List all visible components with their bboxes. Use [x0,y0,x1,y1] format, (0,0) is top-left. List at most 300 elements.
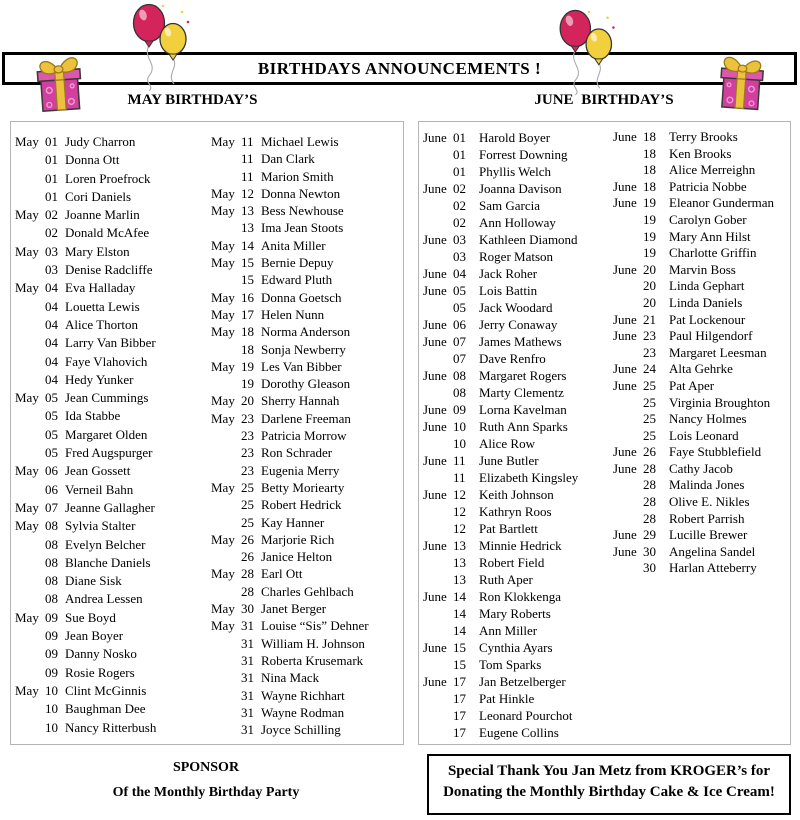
birthday-name: Jack Roher [479,266,538,281]
birthday-row [423,367,609,384]
birthday-day: 12 [453,487,466,502]
birthday-name: Joanne Marlin [65,207,140,223]
birthday-month [211,375,241,392]
birthday-month [15,590,45,608]
birthday-day: 07 [453,334,466,349]
birthday-name: Jeanne Gallagher [65,499,155,515]
birthday-name: Pat Aper [669,377,715,393]
birthday-row [423,656,609,673]
thank-you-line-2: Donating the Monthly Birthday Cake & Ice Cream! [443,783,775,800]
birthday-month [423,656,453,673]
birthday-row [211,306,399,323]
birthday-month [15,371,45,389]
birthday-day: 04 [45,335,58,351]
birthday-month [15,188,45,206]
birthday-day: 23 [643,344,656,360]
birthday-name: Dave Renfro [479,351,546,366]
birthday-day: 25 [643,411,656,427]
birthday-month [423,554,453,571]
birthday-day: 25 [643,377,656,393]
birthday-day: 21 [643,311,656,327]
birthday-row [613,560,787,577]
birthday-day: 08 [45,573,58,589]
banner [2,52,797,85]
birthday-name: Anita Miller [261,237,326,253]
birthday-name: William H. Johnson [261,635,365,651]
birthday-name: Dorothy Gleason [261,376,351,392]
birthday-row [211,565,399,582]
birthday-month [15,261,45,279]
birthday-row [15,279,203,297]
birthday-month [211,687,241,704]
birthday-name: Phyllis Welch [479,164,552,179]
birthday-month: May [15,207,39,223]
birthday-row [15,206,203,224]
birthday-day: 20 [643,294,656,310]
birthday-month [15,224,45,242]
birthday-row [15,590,203,608]
birthday-day: 18 [643,178,656,194]
birthday-row [15,536,203,554]
birthday-row [423,197,609,214]
sponsor-title: SPONSOR [172,760,240,775]
birthday-day: 19 [643,211,656,227]
birthday-day: 01 [45,134,58,149]
birthday-name: Janice Helton [261,549,333,565]
birthday-name: Lucille Brewer [669,527,748,543]
birthday-month: May [211,358,235,374]
birthday-row [613,511,787,528]
birthday-month [613,560,643,577]
birthday-day: 10 [453,419,466,434]
birthday-month: June [423,283,447,298]
birthday-row [15,426,203,444]
birthday-row [15,188,203,206]
birthday-month: June [423,453,447,468]
birthday-month [15,407,45,425]
birthday-name: Donna Ott [65,152,120,168]
birthday-name: Robert Parrish [669,510,745,526]
birthday-row [423,316,609,333]
birthday-day: 03 [453,249,466,264]
birthday-day: 02 [45,225,58,241]
birthday-name: Marty Clementz [479,385,564,400]
birthday-day: 26 [643,444,656,460]
birthday-month: May [15,682,39,698]
birthday-name: Dan Clark [261,151,315,167]
birthday-day: 09 [45,609,58,625]
birthday-month: May [211,203,235,219]
birthday-month: June [423,317,447,332]
birthday-month [423,571,453,588]
birthday-row [613,378,787,395]
birthday-row [423,231,609,248]
birthday-name: Pat Bartlett [479,521,538,536]
birthday-name: Norma Anderson [261,324,351,340]
birthday-name: Lois Battin [479,283,538,298]
birthday-name: Michael Lewis [261,134,339,149]
birthday-day: 25 [241,497,254,513]
birthday-month: May [211,393,235,409]
birthday-month [211,721,241,738]
birthday-day: 10 [45,701,58,717]
birthday-month [15,627,45,645]
birthday-row [211,323,399,340]
birthday-day: 17 [453,725,466,740]
birthday-day: 23 [643,328,656,344]
birthday-day: 23 [241,445,254,461]
birthday-row [15,389,203,407]
birthday-row [15,499,203,517]
birthday-day: 28 [643,460,656,476]
birthday-month: May [15,518,39,534]
birthday-name: Danny Nosko [65,646,137,662]
birthday-day: 01 [45,152,58,168]
birthday-row [211,704,399,721]
birthday-row [423,537,609,554]
birthday-month: June [423,487,447,502]
birthday-day: 07 [453,351,466,366]
birthday-row [423,248,609,265]
birthday-name: Linda Daniels [669,294,743,310]
birthday-name: Sherry Hannah [261,393,340,409]
birthday-name: Kathleen Diamond [479,232,578,247]
birthday-row [423,299,609,316]
birthday-name: Evelyn Belcher [65,536,146,552]
birthday-month [423,435,453,452]
birthday-month: May [211,531,235,547]
birthday-month [211,704,241,721]
birthday-row [211,479,399,496]
birthday-day: 04 [45,353,58,369]
birthday-month: May [211,255,235,271]
birthday-name: Mary Roberts [479,606,551,621]
birthday-row [15,572,203,590]
birthday-month [211,341,241,358]
birthday-row [613,345,787,362]
birthday-name: Mary Elston [65,243,130,259]
birthday-name: Faye Vlahovich [65,353,148,369]
birthday-row [15,224,203,242]
birthday-row [613,162,787,179]
birthday-row [423,690,609,707]
birthday-row [423,673,609,690]
birthday-day: 25 [643,427,656,443]
birthday-month [613,278,643,295]
birthday-month: June [613,311,637,327]
birthday-month [211,168,241,185]
birthday-month: June [613,460,637,476]
birthday-month: June [423,232,447,247]
birthday-day: 05 [453,283,466,298]
birthday-name: Denise Radcliffe [65,262,153,278]
birthday-day: 30 [643,543,656,559]
birthday-month [613,428,643,445]
birthday-day: 01 [453,130,466,145]
birthday-name: Jean Boyer [65,628,124,644]
birthday-month: May [15,463,39,479]
birthday-name: Margaret Olden [65,426,148,442]
birthday-day: 18 [643,145,656,161]
birthday-name: Helen Nunn [261,306,325,322]
birthday-row [423,554,609,571]
birthday-month [15,664,45,682]
birthday-name: Kathryn Roos [479,504,552,519]
birthday-day: 17 [453,691,466,706]
birthday-month [423,622,453,639]
birthday-name: Jack Woodard [479,300,553,315]
birthday-row [15,627,203,645]
birthday-row [211,133,399,150]
birthday-row [15,682,203,700]
birthday-row [423,418,609,435]
balloons-icon [132,2,194,92]
birthday-month: June [423,266,447,281]
birthday-day: 19 [241,376,254,392]
birthday-name: Sue Boyd [65,609,116,625]
birthday-name: Pat Hinkle [479,691,535,706]
birthday-month [15,719,45,737]
birthday-day: 18 [643,162,656,178]
birthday-row [423,333,609,350]
birthday-month: May [211,237,235,253]
birthday-name: Ron Klokkenga [479,589,561,604]
birthday-day: 06 [453,317,466,332]
birthday-day: 06 [45,463,58,479]
birthday-day: 23 [241,462,254,478]
birthday-row [15,554,203,572]
birthday-row [613,395,787,412]
birthday-day: 04 [45,298,58,314]
birthday-day: 28 [643,477,656,493]
birthday-name: Ruth Ann Sparks [479,419,568,434]
birthday-name: Charles Gehlbach [261,583,354,599]
birthday-name: Baughman Dee [65,701,146,717]
birthday-day: 30 [241,601,254,617]
birthday-name: Louise “Sis” Dehner [261,618,369,634]
birthday-name: Ann Miller [479,623,538,638]
birthday-name: Blanche Daniels [65,554,151,570]
birthday-name: Andrea Lessen [65,591,143,607]
birthday-row [15,664,203,682]
birthday-day: 11 [453,453,466,468]
birthday-row [211,583,399,600]
birthday-day: 31 [241,652,254,668]
birthday-month: June [613,328,637,344]
birthday-row [613,229,787,246]
birthday-day: 04 [453,266,466,281]
birthday-day: 10 [45,719,58,735]
birthday-day: 17 [241,306,254,322]
birthday-name: James Mathews [479,334,562,349]
birthday-name: Tom Sparks [479,657,542,672]
birthday-name: Eleanor Gunderman [669,195,775,211]
birthday-day: 31 [241,618,254,634]
birthday-day: 18 [241,341,254,357]
birthday-month: May [15,243,39,259]
birthday-name: Leonard Pourchot [479,708,573,723]
birthday-day: 14 [453,589,466,604]
birthday-day: 09 [45,664,58,680]
birthday-month [423,503,453,520]
birthday-day: 05 [45,390,58,406]
birthday-name: Rosie Rogers [65,664,135,680]
birthday-day: 20 [241,393,254,409]
birthday-month [423,299,453,316]
birthday-name: Roberta Krusemark [261,652,364,668]
birthday-row [211,462,399,479]
birthday-name: Margaret Rogers [479,368,567,383]
birthday-name: Angelina Sandel [669,543,756,559]
birthday-day: 04 [45,371,58,387]
birthday-row [423,384,609,401]
birthday-name: Robert Hedrick [261,497,342,513]
birthday-name: Ima Jean Stoots [261,220,344,236]
birthday-month [15,298,45,316]
june-heading: JUNE BIRTHDAY’S [534,92,674,108]
birthday-name: Patricia Nobbe [669,178,747,194]
birthday-row [613,544,787,561]
birthday-row [423,486,609,503]
birthday-row [423,265,609,282]
birthday-name: Pat Lockenour [669,311,746,327]
birthday-name: Terry Brooks [669,129,738,144]
birthday-name: Eva Halladay [65,280,136,296]
birthday-row [423,571,609,588]
birthday-name: Jean Gossett [65,463,131,479]
gift-icon [712,46,772,114]
birthday-row [15,151,203,169]
birthday-day: 02 [453,181,466,196]
birthday-name: Jan Betzelberger [479,674,566,689]
birthday-month [613,345,643,362]
birthday-month [15,481,45,499]
birthday-day: 15 [241,272,254,288]
birthday-name: Malinda Jones [669,477,745,493]
birthday-day: 08 [453,385,466,400]
birthday-day: 23 [241,410,254,426]
birthday-row [613,245,787,262]
birthday-name: Janet Berger [261,601,327,617]
birthday-month [423,724,453,741]
birthday-month [15,444,45,462]
birthday-name: Jean Cummings [65,390,149,406]
birthday-day: 15 [453,657,466,672]
birthday-row [613,146,787,163]
may-column-2 [211,133,399,738]
birthday-row [613,262,787,279]
birthday-month [613,229,643,246]
birthday-day: 13 [453,555,466,570]
birthday-row [15,719,203,737]
birthday-month: June [423,674,447,689]
birthday-row [211,548,399,565]
birthday-month [423,248,453,265]
birthday-day: 11 [241,134,254,149]
birthday-month [423,197,453,214]
birthday-day: 01 [453,147,466,162]
birthday-day: 31 [241,687,254,703]
birthday-name: Alice Merreighn [669,162,756,178]
birthday-name: Margaret Leesman [669,344,767,360]
birthday-name: Minnie Hedrick [479,538,562,553]
june-column-2 [613,129,787,577]
birthday-name: Harlan Atteberry [669,560,757,576]
birthday-day: 04 [45,316,58,332]
birthday-name: Joanna Davison [479,181,562,196]
birthday-row [613,328,787,345]
birthday-month [613,295,643,312]
birthday-month [211,427,241,444]
birthday-name: Lois Leonard [669,427,739,443]
birthday-day: 24 [643,361,656,377]
birthday-name: Carolyn Gober [669,211,747,227]
birthday-day: 08 [45,536,58,552]
birthday-row [15,334,203,352]
birthday-day: 02 [45,207,58,223]
birthday-name: Ken Brooks [669,145,732,161]
birthday-day: 25 [643,394,656,410]
birthday-name: Verneil Bahn [65,481,134,497]
birthday-month [15,645,45,663]
birthday-row [423,401,609,418]
birthday-name: Nancy Ritterbush [65,719,157,735]
birthday-row [211,237,399,254]
birthday-day: 18 [241,324,254,340]
birthday-day: 17 [453,674,466,689]
birthday-month: May [211,566,235,582]
birthday-day: 08 [453,368,466,383]
birthday-row [613,461,787,478]
birthday-month [423,350,453,367]
birthday-row [423,282,609,299]
birthday-day: 09 [453,402,466,417]
birthday-month [613,146,643,163]
birthday-day: 18 [643,129,656,144]
birthday-row [15,353,203,371]
birthday-name: Roger Matson [479,249,554,264]
birthday-row [15,700,203,718]
birthday-name: Clint McGinnis [65,682,147,698]
sponsor-subtitle: Of the Monthly Birthday Party [112,785,300,800]
birthday-day: 11 [241,168,254,184]
birthday-month [423,707,453,724]
birthday-row [423,214,609,231]
birthday-day: 13 [453,572,466,587]
birthday-row [211,514,399,531]
birthday-name: Harold Boyer [479,130,551,145]
birthday-month [423,384,453,401]
birthday-name: Bernie Depuy [261,255,334,271]
birthday-row [423,435,609,452]
birthday-day: 01 [45,188,58,204]
birthday-row [211,341,399,358]
may-column-1 [15,133,203,737]
birthday-name: Keith Johnson [479,487,554,502]
birthday-row [15,316,203,334]
birthday-row [423,163,609,180]
may-list-box [10,121,404,745]
birthday-month: June [613,261,637,277]
birthday-day: 10 [453,436,466,451]
birthday-day: 01 [453,164,466,179]
birthday-name: Betty Moriearty [261,479,345,495]
birthday-month: May [211,289,235,305]
birthday-day: 28 [241,583,254,599]
birthday-month: June [423,368,447,383]
gift-icon [30,46,88,116]
birthday-month: June [613,543,637,559]
